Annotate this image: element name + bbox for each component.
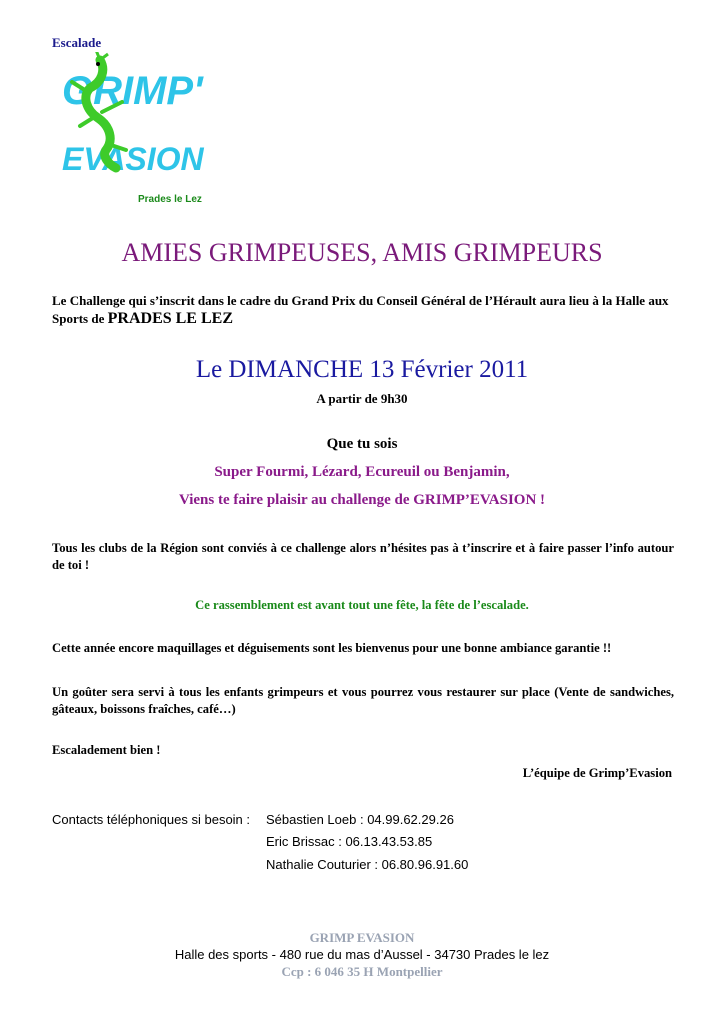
- contact-person: Eric Brissac : 06.13.43.53.85: [266, 834, 433, 849]
- page-title: AMIES GRIMPEUSES, AMIS GRIMPEURS: [121, 238, 603, 267]
- event-que: Que tu sois: [326, 436, 398, 452]
- intro-paragraph: [52, 292, 674, 328]
- paragraph-escaladement: Escaladement bien !: [52, 743, 161, 757]
- event-line-2: Viens te faire plaisir au challenge de GRIMP’EVASION !: [178, 492, 546, 508]
- footer-ccp: Ccp : 6 046 35 H Montpellier: [281, 964, 443, 979]
- paragraph-maquillages: Cette année encore maquillages et déguisements sont les bienvenus pour une bonne ambiance garantie !!: [52, 641, 612, 655]
- logo-text-top: GRIMP': [62, 69, 203, 113]
- signature: L’équipe de Grimp’Evasion: [522, 766, 672, 780]
- intro-text: Le Challenge qui s’inscrit dans le cadre du Grand Prix du Conseil Général de l’Hérault aura lieu à la Halle aux Sports de: [52, 293, 669, 326]
- contact-person: Nathalie Couturier : 06.80.96.91.60: [266, 857, 469, 872]
- event-date: Le DIMANCHE 13 Février 2011: [195, 356, 529, 383]
- paragraph-fete: Ce rassemblement est avant tout une fête, la fête de l’escalade.: [195, 598, 529, 612]
- contacts-label: Contacts téléphoniques si besoin :: [52, 812, 251, 827]
- contact-person: Sébastien Loeb : 04.99.62.29.26: [266, 812, 454, 827]
- town-label: Prades le Lez: [138, 194, 202, 205]
- footer-address: Halle des sports - 480 rue du mas d’Aussel - 34730 Prades le lez: [174, 947, 550, 962]
- category-label: Escalade: [52, 35, 102, 50]
- event-start-time: A partir de 9h30: [316, 391, 408, 406]
- grimp-evasion-logo: [52, 52, 212, 186]
- intro-place: PRADES LE LEZ: [107, 310, 233, 327]
- footer-name: GRIMP EVASION: [309, 930, 415, 945]
- event-line-1: Super Fourmi, Lézard, Ecureuil ou Benjamin,: [214, 464, 510, 480]
- logo-text-bottom: EVASION: [62, 141, 204, 177]
- paragraph-clubs: Tous les clubs de la Région sont conviés à ce challenge alors n’hésites pas à t’inscrire et à faire passer l’info autour de toi !: [52, 541, 674, 572]
- paragraph-gouter: Un goûter sera servi à tous les enfants grimpeurs et vous pourrez vous restaurer sur place (Vente de sandwiches, gâteaux, boissons fraîches, café…): [52, 685, 674, 716]
